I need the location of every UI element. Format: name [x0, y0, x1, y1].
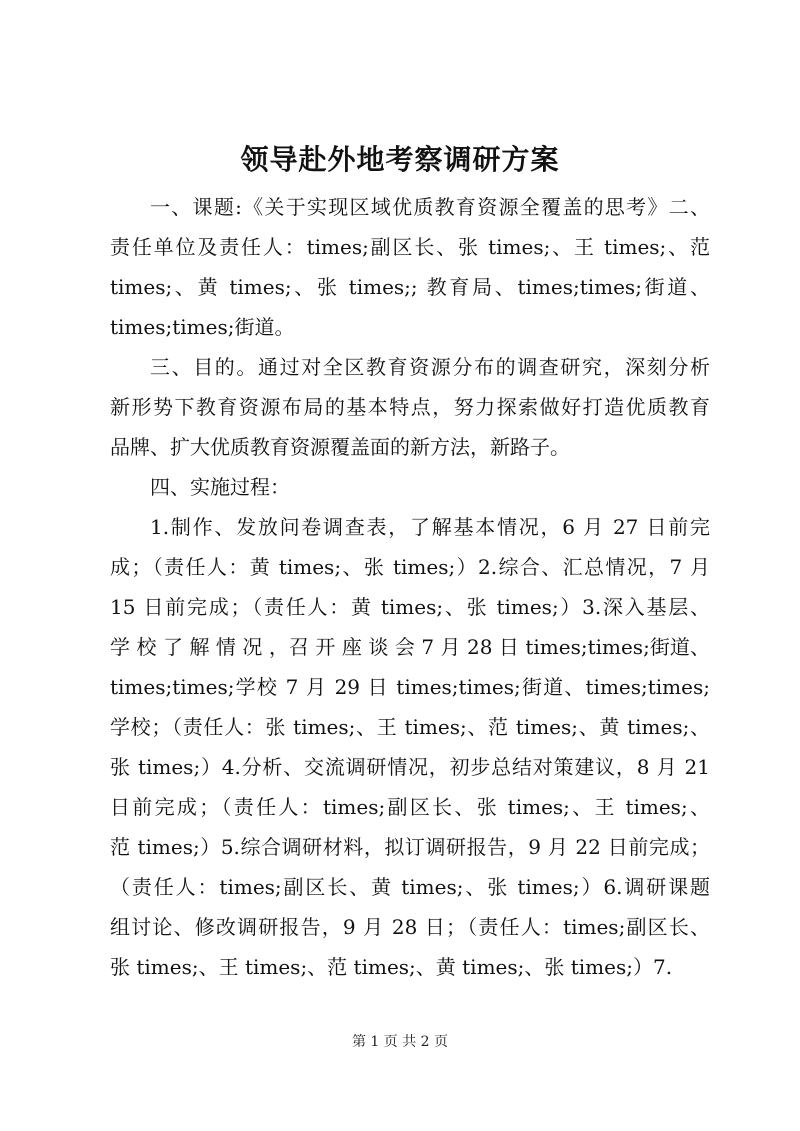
paragraph-line: 四、实施过程：	[150, 475, 290, 499]
paragraph-line: times;times;街道。	[110, 315, 295, 339]
paragraph-line: 15 日前完成；（责任人：黄 times;、张 times;）3.深入基层、	[110, 595, 710, 619]
paragraph-line: 日前完成；（责任人：times;副区长、张 times;、王 times;、	[110, 795, 710, 819]
paragraph-line: 新形势下教育资源布局的基本特点，努力探索做好打造优质教育	[110, 395, 710, 419]
paragraph-line: 范 times;）5.综合调研材料，拟订调研报告，9 月 22 日前完成；	[110, 835, 710, 859]
paragraph-line: times;、黄 times;、张 times;; 教育局、times;times;街道、	[110, 275, 710, 299]
page-number-footer: 第 1 页 共 2 页	[351, 1034, 449, 1050]
paragraph-line: 张 times;）4.分析、交流调研情况，初步总结对策建议，8 月 21	[110, 755, 710, 779]
document-body	[110, 187, 710, 987]
paragraph-line: 三、目的。通过对全区教育资源分布的调查研究，深刻分析	[150, 355, 710, 379]
paragraph-line: 一、课题:《关于实现区域优质教育资源全覆盖的思考》二、	[150, 195, 710, 219]
paragraph-line: 学校；（责任人：张 times;、王 times;、范 times;、黄 times;、	[110, 715, 710, 739]
paragraph-line: 责任单位及责任人：times;副区长、张 times;、王 times;、范	[110, 235, 710, 259]
paragraph-line: times;times;学校 7 月 29 日 times;times;街道、times;times;	[110, 675, 710, 699]
paragraph-line: 学 校 了 解 情 况 ，召 开 座 谈 会 7 月 28 日 times;times;街道、	[110, 635, 710, 659]
paragraph-line: 成；（责任人：黄 times;、张 times;）2.综合、汇总情况，7 月	[110, 555, 710, 579]
document-title: 领导赴外地考察调研方案	[240, 143, 560, 176]
paragraph-line: （责任人：times;副区长、黄 times;、张 times;）6.调研课题	[110, 875, 710, 899]
paragraph-line: 张 times;、王 times;、范 times;、黄 times;、张 times;）7.	[110, 955, 673, 979]
paragraph-line: 品牌、扩大优质教育资源覆盖面的新方法，新路子。	[110, 435, 570, 459]
paragraph-line: 1.制作、发放问卷调查表，了解基本情况，6 月 27 日前完	[150, 515, 710, 539]
paragraph-line: 组讨论、修改调研报告，9 月 28 日；（责任人：times;副区长、	[110, 915, 710, 939]
